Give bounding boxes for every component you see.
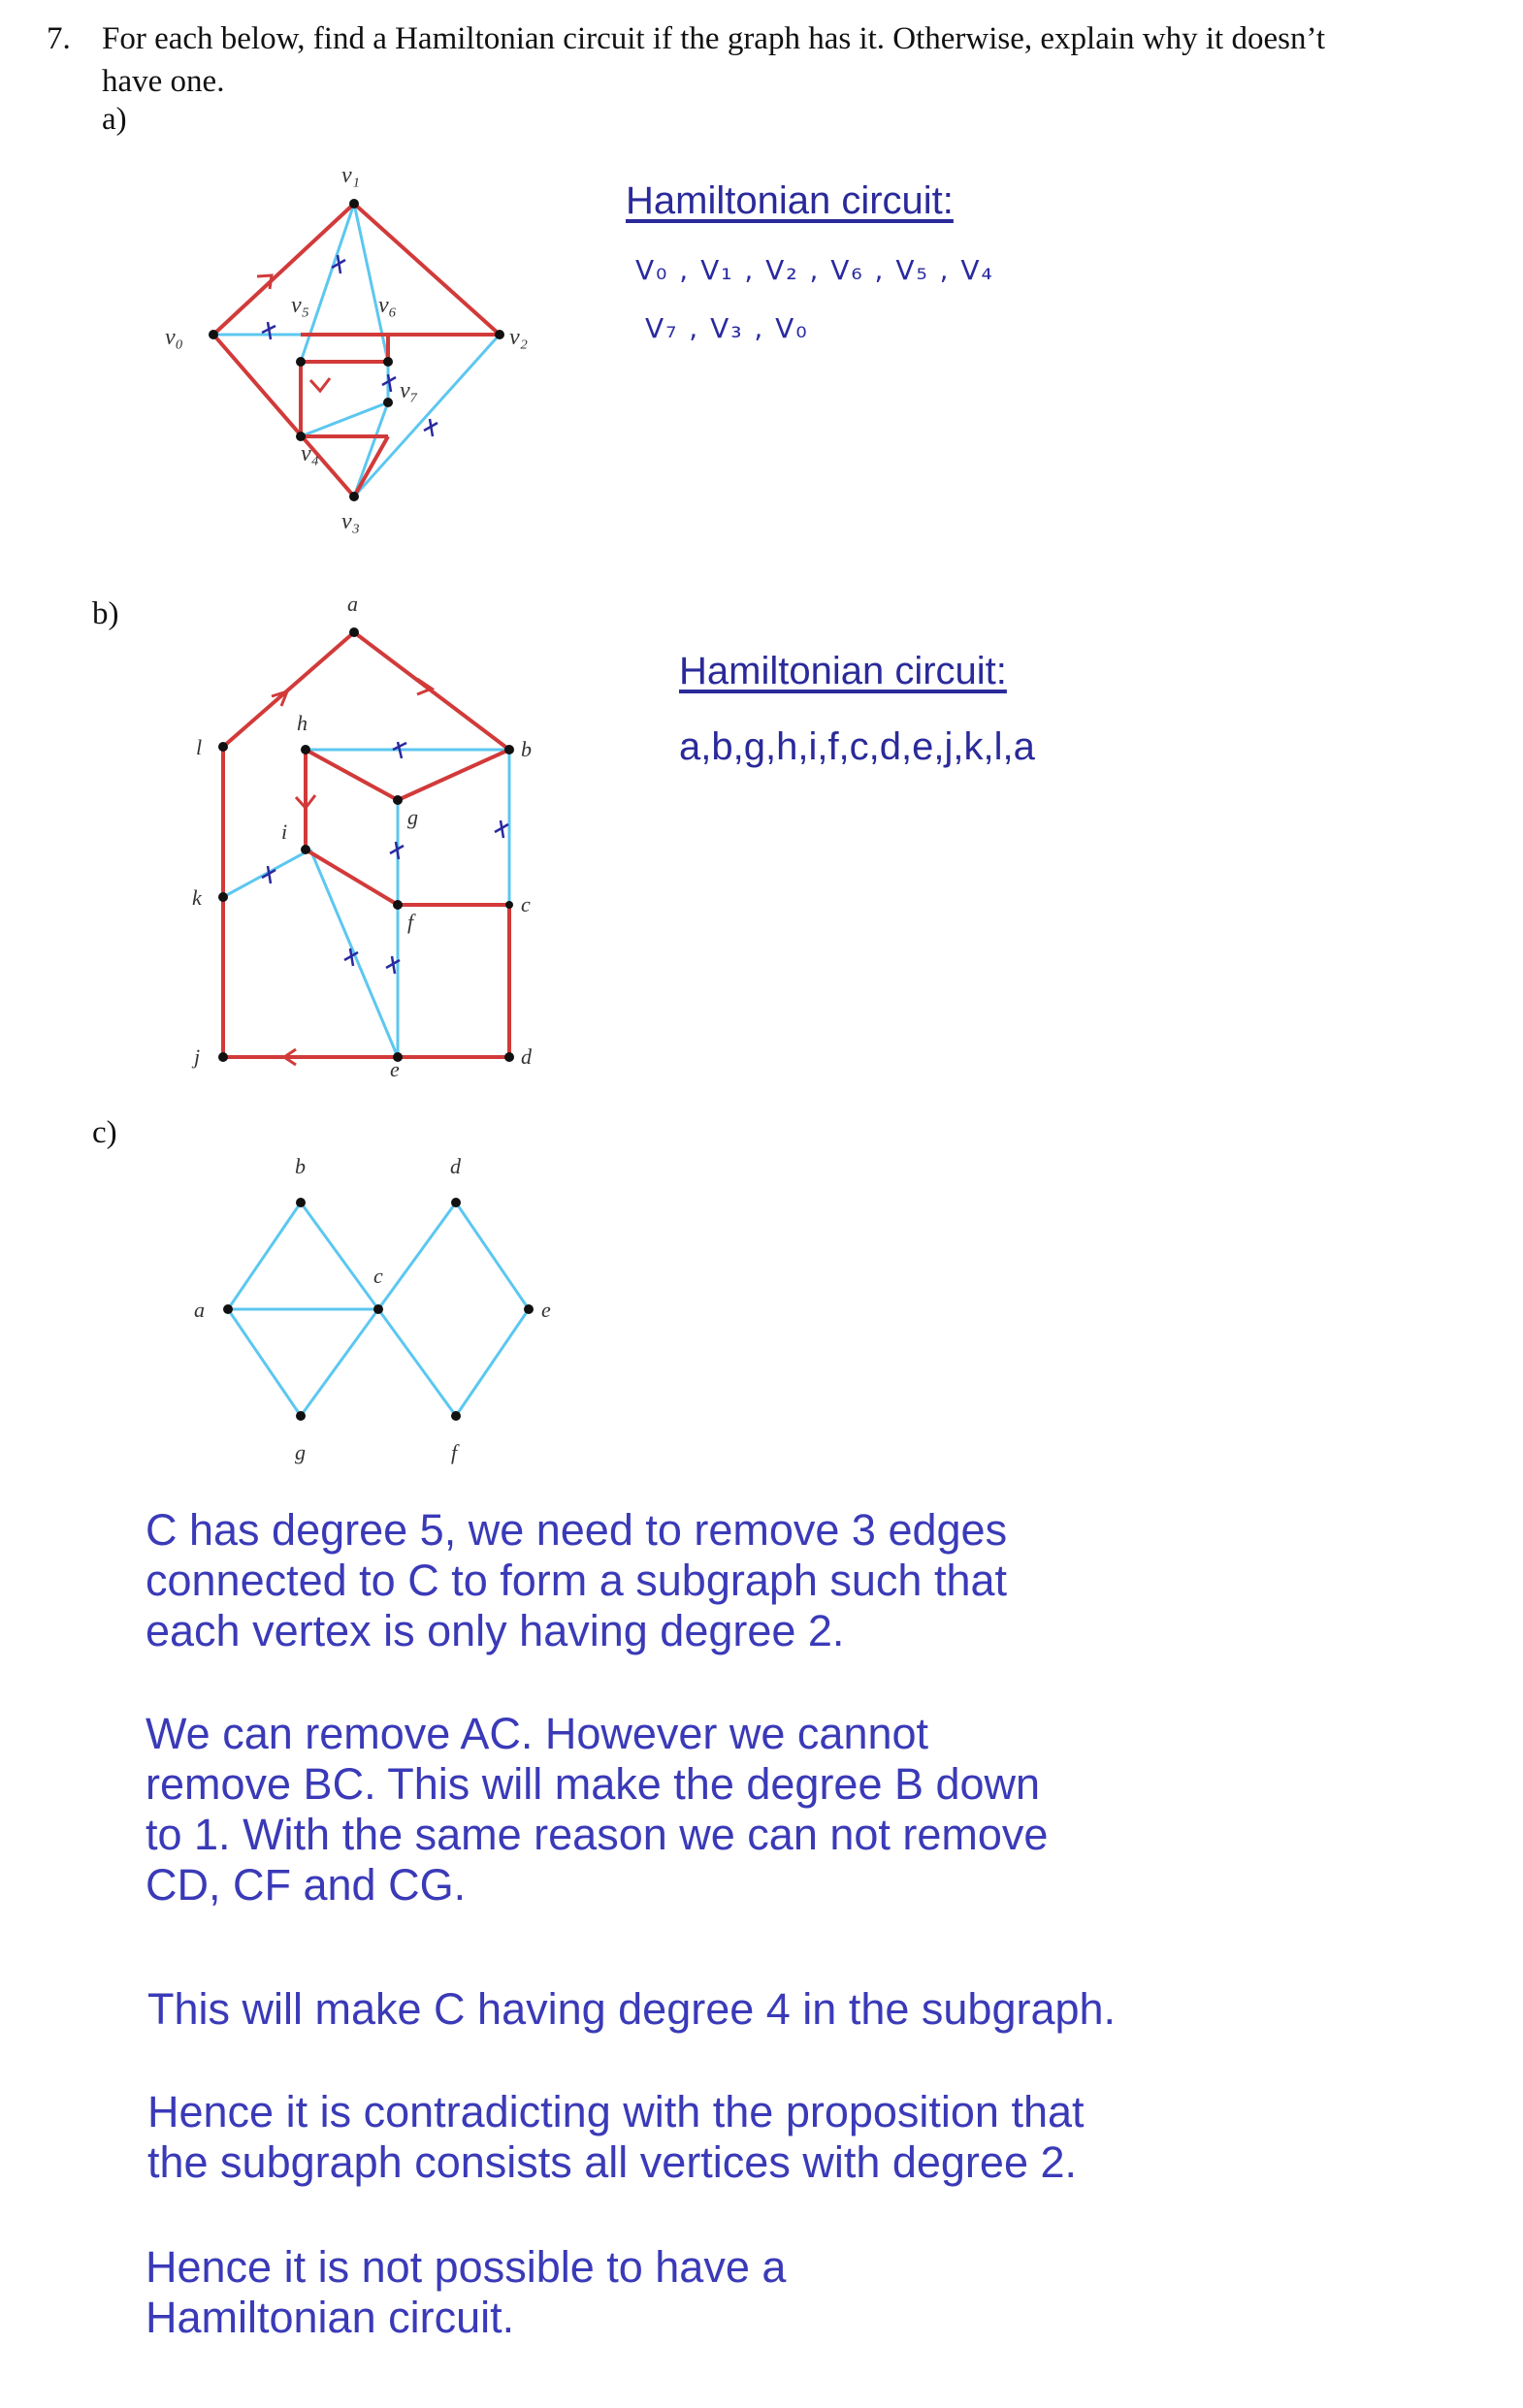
vertex-b — [296, 1198, 306, 1207]
label-f: f — [407, 910, 414, 934]
label-b: b — [295, 1154, 306, 1178]
label-g: g — [407, 805, 418, 829]
vertex-h — [301, 745, 310, 755]
label-d: d — [450, 1154, 461, 1178]
label-g: g — [295, 1440, 306, 1464]
part-b-answer: a,b,g,h,i,f,c,d,e,j,k,l,a — [679, 725, 1035, 768]
vertex-e — [524, 1304, 534, 1314]
label-e: e — [390, 1057, 400, 1076]
vertex-k — [218, 892, 228, 902]
part-a-answer-title: Hamiltonian circuit: — [626, 179, 954, 222]
label-a: a — [347, 592, 358, 616]
explanation-paragraph-1: C has degree 5, we need to remove 3 edges connected to C to form a subgraph such that each vertex is only having degree 2. — [146, 1505, 1008, 1655]
vertex-v3 — [349, 492, 359, 501]
graph-a-crossmarks — [262, 255, 437, 436]
part-a-answer-line-1: V₀ , V₁ , V₂ , V₆ , V₅ , V₄ — [635, 254, 994, 286]
graph-a-circuit — [213, 204, 500, 497]
label-j: j — [194, 1044, 201, 1069]
label-v3: v₃ — [341, 509, 360, 534]
vertex-v0 — [209, 330, 218, 339]
graph-a — [146, 155, 553, 543]
label-c: c — [373, 1264, 383, 1288]
label-v5: v₅ — [291, 293, 309, 318]
graph-b-arrows — [272, 679, 432, 1065]
explanation-paragraph-3: This will make C having degree 4 in the subgraph. — [147, 1984, 1117, 2034]
graph-b-circuit — [223, 632, 509, 1057]
label-v4: v₄ — [301, 441, 319, 466]
explanation-paragraph-2: We can remove AC. However we cannot remove BC. This will make the degree B down to 1. With the same reason we can not remove CD, CF and CG. — [146, 1709, 1049, 1910]
label-c: c — [521, 892, 531, 916]
vertex-d — [451, 1198, 461, 1207]
label-v1: v₁ — [341, 163, 360, 188]
question-text — [102, 17, 1499, 103]
vertex-v2 — [495, 330, 504, 339]
graph-b-vertices — [218, 627, 514, 1062]
vertex-i — [301, 845, 310, 854]
vertex-b — [504, 745, 514, 755]
label-b: b — [521, 737, 532, 761]
part-c-label: c) — [92, 1115, 117, 1150]
vertex-j — [218, 1052, 228, 1062]
question-line-1: For each below, find a Hamiltonian circuit if the graph has it. Otherwise, explain why it doesn’t — [102, 21, 1326, 56]
graph-c — [175, 1144, 601, 1474]
vertex-g — [296, 1411, 306, 1421]
label-v7: v₇ — [400, 378, 418, 403]
question-number: 7. — [47, 21, 71, 56]
label-k: k — [192, 885, 202, 910]
explanation-paragraph-5: Hence it is not possible to have a Hamiltonian circuit. — [146, 2242, 787, 2342]
vertex-a — [223, 1304, 233, 1314]
vertex-l — [218, 742, 228, 752]
vertex-v4 — [296, 432, 306, 441]
vertex-c — [373, 1304, 383, 1314]
graph-b-edges — [223, 747, 509, 1057]
graph-b-crossmarks — [262, 742, 508, 974]
label-e: e — [541, 1298, 551, 1322]
part-a-label: a) — [102, 102, 127, 137]
graph-b — [175, 582, 582, 1076]
label-l: l — [196, 735, 203, 759]
explanation-paragraph-4: Hence it is contradicting with the proposition that the subgraph consists all vertices with degree 2. — [147, 2087, 1085, 2187]
part-b-answer-title: Hamiltonian circuit: — [679, 650, 1007, 692]
vertex-f — [393, 900, 403, 910]
label-v2: v₂ — [509, 325, 528, 350]
label-h: h — [297, 711, 308, 735]
part-a-answer-line-2: V₇ , V₃ , V₀ — [645, 312, 809, 344]
graph-a-vertices — [209, 199, 504, 501]
label-f: f — [451, 1440, 458, 1464]
question-line-2: have one. — [102, 64, 225, 99]
vertex-v7 — [383, 398, 393, 407]
graph-a-edges — [213, 204, 500, 497]
label-i: i — [281, 819, 288, 844]
label-v6: v₆ — [378, 293, 397, 318]
vertex-f — [451, 1411, 461, 1421]
label-v0: v₀ — [165, 325, 183, 350]
vertex-v5 — [296, 357, 306, 367]
label-d: d — [521, 1044, 532, 1069]
vertex-v6 — [383, 357, 393, 367]
vertex-d — [504, 1052, 514, 1062]
vertex-g — [393, 795, 403, 805]
vertex-v1 — [349, 199, 359, 209]
vertex-c — [505, 901, 513, 909]
label-a: a — [194, 1298, 205, 1322]
part-b-label: b) — [92, 596, 119, 631]
vertex-a — [349, 627, 359, 637]
